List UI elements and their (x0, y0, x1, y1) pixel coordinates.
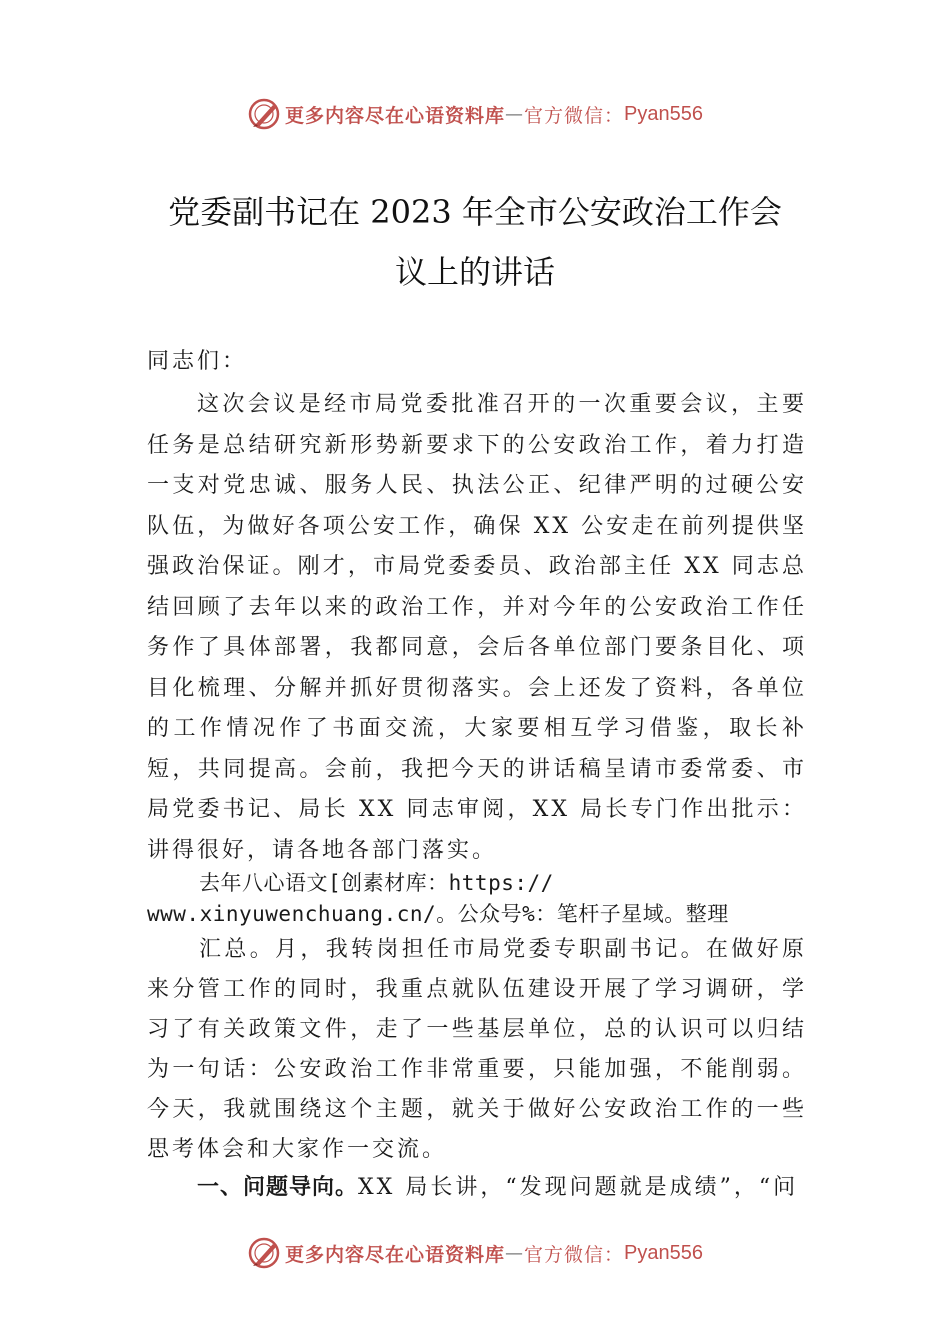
watermark-banner-top (0, 94, 950, 134)
paragraph-2-line-1: 去年八心语文[创素材库：https:// (199, 871, 554, 895)
title-line-1: 党委副书记在 2023 年全市公安政治工作会 (168, 193, 782, 231)
paragraph-1: 这次会议是经市局党委批准召开的一次重要会议，主要任务是总结研究新形势新要求下的公安政治工作，着力打造一支对党忠诚、服务人民、执法公正、纪律严明的过硬公安队伍，为做好各项公安工作，确保 XX 公安走在前列提供坚强政治保证。刚才，市局党委委员、政治部主任 XX 同志总结回顾了去年以来的政治工作，并对今年的公安政治工作任务作了具体部署，我都同意，会后各单位部门要条目化、项目化梳理、分解并抓好贯彻落实。会上还发了资料，各单位的工作情况作了书面交流，大家要相互学习借鉴，取长补短，共同提高。会前，我把今天的讲话稿呈请市委常委、市局党委书记、局长 XX 同志审阅，XX 局长专门作出批示：讲得很好，请各地各部门落实。 (147, 392, 807, 863)
watermark-handle: Pyan556 (624, 102, 703, 125)
greeting: 同志们： (147, 349, 248, 374)
title-line-2: 议上的讲话 (394, 253, 555, 291)
watermark-wechat-label: 官方微信： (524, 1243, 625, 1266)
section-heading-1: 一、问题导向。 (197, 1175, 359, 1200)
watermark-wechat-label: 官方微信： (524, 104, 625, 127)
watermark-handle: Pyan556 (624, 1241, 703, 1264)
paragraph-2-body: 汇总。月，我转岗担任市局党委专职副书记。在做好原来分管工作的同时，我重点就队伍建设开展了学习调研，学习了有关政策文件，走了一些基层单位，总的认识可以归结为一句话：公安政治工作非常重要，只能加强，不能削弱。 今天，我就围绕这个主题，就关于做好公安政治工作的一些思考体会和大家作一交流。 (147, 937, 807, 1162)
watermark-brand: 更多内容尽在心语资料库 (285, 1243, 506, 1266)
watermark-brand: 更多内容尽在心语资料库 (285, 104, 506, 127)
watermark-separator: — (505, 103, 525, 125)
watermark-separator: — (505, 1242, 525, 1264)
watermark-banner-bottom (0, 1233, 950, 1273)
paragraph-2 (147, 868, 807, 1170)
paragraph-3 (147, 1168, 807, 1209)
paragraph-3-text: XX 局长讲，“发现问题就是成绩”，“问 (358, 1175, 799, 1200)
pen-seal-icon (247, 97, 281, 131)
paragraph-2-line-2: www.xinyuwenchuang.cn/。公众号%：笔杆子星域。整理 (147, 902, 729, 926)
document-title (0, 182, 950, 302)
pen-seal-icon (247, 1236, 281, 1270)
